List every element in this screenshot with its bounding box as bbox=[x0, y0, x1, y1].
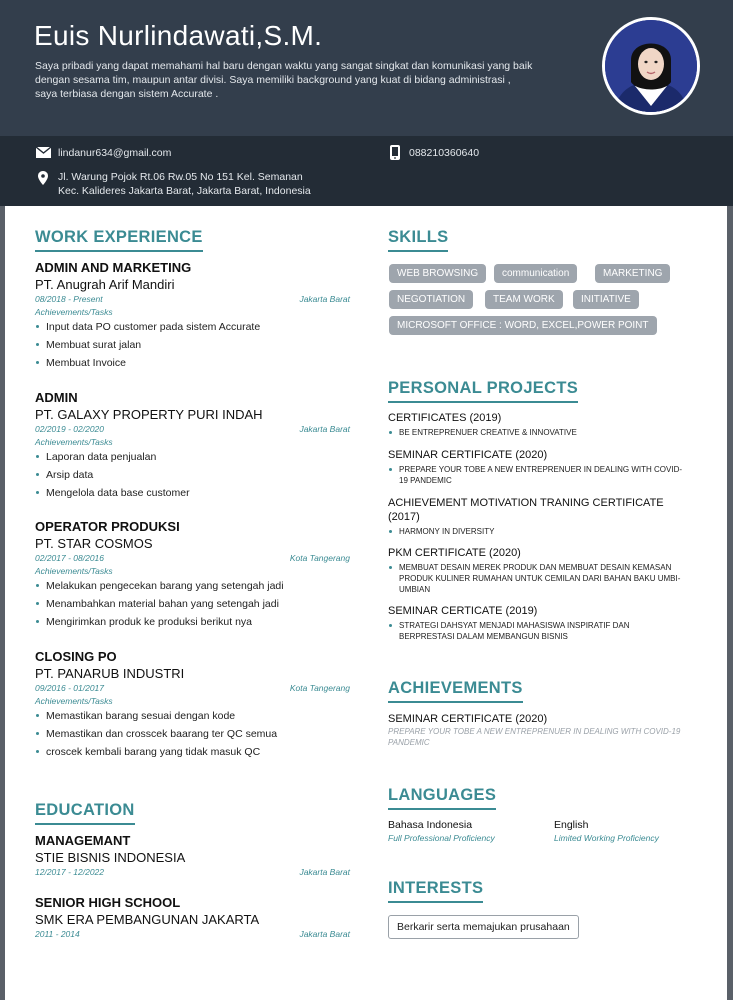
contact-bar bbox=[0, 136, 733, 206]
interests-heading: INTERESTS bbox=[388, 879, 483, 903]
job-meta bbox=[35, 293, 350, 306]
job-title: OPERATOR PRODUKSI bbox=[35, 519, 180, 534]
job-company: PT. Anugrah Arif Mandiri bbox=[35, 277, 175, 292]
phone-icon bbox=[390, 145, 400, 160]
job-entry-3 bbox=[35, 519, 350, 631]
task-item: Mengelola data base customer bbox=[35, 484, 350, 502]
job-dates: 02/2017 - 08/2016 bbox=[35, 553, 105, 563]
skills-heading: SKILLS bbox=[388, 228, 448, 252]
job-title: ADMIN AND MARKETING bbox=[35, 260, 192, 275]
achievements-heading: ACHIEVEMENTS bbox=[388, 679, 523, 703]
project-entry bbox=[388, 546, 708, 595]
summary-text: Saya pribadi yang dapat memahami hal baru dengan waktu yang sangat singkat dan komunikasi yang baik dengan sesama tim, maupun antar divisi. Saya memiliki background yang kuat di bidang administrasi , saya terbiasa dengan sistem Accurate . bbox=[35, 60, 533, 100]
achievement-title: SEMINAR CERTIFICATE (2020) bbox=[388, 713, 548, 725]
skill-tag: NEGOTIATION bbox=[389, 290, 473, 309]
task-item: Melakukan pengecekan barang yang setengah jadi bbox=[35, 577, 350, 595]
achievements-label: Achievements/Tasks bbox=[35, 566, 113, 576]
job-company: PT. STAR COSMOS bbox=[35, 536, 153, 551]
project-title: SEMINAR CERTIFICATE (2020) bbox=[388, 449, 548, 461]
job-entry-1 bbox=[35, 260, 350, 372]
task-item: Mengirimkan produk ke produksi berikut nya bbox=[35, 613, 350, 631]
degree: SENIOR HIGH SCHOOL bbox=[35, 895, 181, 910]
task-list bbox=[35, 577, 350, 631]
task-item: Memastikan barang sesuai dengan kode bbox=[35, 707, 350, 725]
task-item: Membuat surat jalan bbox=[35, 336, 350, 354]
job-title: CLOSING PO bbox=[35, 649, 117, 664]
job-meta bbox=[35, 682, 350, 695]
skill-tag: communication bbox=[494, 264, 577, 283]
address-line-1: Jl. Warung Pojok Rt.06 Rw.05 No 151 Kel. Semanan bbox=[58, 171, 303, 183]
job-dates: 09/2016 - 01/2017 bbox=[35, 683, 105, 693]
achievement-description: PREPARE YOUR TOBE A NEW ENTREPRENUER IN DEALING WITH COVID-19 PANDEMIC bbox=[388, 727, 681, 747]
job-meta bbox=[35, 423, 350, 436]
language-entry bbox=[388, 818, 495, 844]
degree: MANAGEMANT bbox=[35, 833, 131, 848]
project-title: PKM CERTIFICATE (2020) bbox=[388, 547, 521, 559]
job-company: PT. PANARUB INDUSTRI bbox=[35, 666, 185, 681]
job-location: Kota Tangerang bbox=[289, 683, 350, 693]
task-item: Memastikan dan crosscek baarang ter QC semua bbox=[35, 725, 350, 743]
project-bullets bbox=[388, 526, 708, 537]
education-dates: 2011 - 2014 bbox=[35, 929, 80, 939]
task-item: Menambahkan material bahan yang setengah jadi bbox=[35, 595, 350, 613]
task-list bbox=[35, 448, 350, 502]
project-bullets bbox=[388, 620, 708, 642]
task-item: Laporan data penjualan bbox=[35, 448, 350, 466]
skill-tag: MICROSOFT OFFICE : WORD, EXCEL,POWER POINT bbox=[389, 316, 657, 335]
job-entry-2 bbox=[35, 390, 350, 502]
work-experience-heading: WORK EXPERIENCE bbox=[35, 228, 203, 252]
education-meta bbox=[35, 928, 350, 941]
school: STIE BISNIS INDONESIA bbox=[35, 850, 186, 865]
project-entry bbox=[388, 411, 708, 438]
task-item: croscek kembali barang yang tidak masuk QC bbox=[35, 743, 350, 761]
person-name: Euis Nurlindawati,S.M. bbox=[34, 20, 323, 51]
project-bullets bbox=[388, 427, 708, 438]
project-bullet: HARMONY IN DIVERSITY bbox=[388, 526, 708, 537]
education-entry-2 bbox=[35, 895, 350, 941]
achievements-label: Achievements/Tasks bbox=[35, 437, 113, 447]
job-entry-4 bbox=[35, 649, 350, 761]
job-company: PT. GALAXY PROPERTY PURI INDAH bbox=[35, 407, 263, 422]
project-bullet: MEMBUAT DESAIN MEREK PRODUK DAN MEMBUAT DESAIN KEMASAN PRODUK KULINER RUMAHAN UNTUK CEMILAN DARI BAHAN BAKU UMBI-UMBIAN bbox=[388, 562, 693, 595]
personal-projects-heading: PERSONAL PROJECTS bbox=[388, 379, 578, 403]
job-location: Jakarta Barat bbox=[299, 424, 350, 434]
job-dates: 08/2018 - Present bbox=[35, 294, 103, 304]
job-dates: 02/2019 - 02/2020 bbox=[35, 424, 105, 434]
project-bullet: STRATEGI DAHSYAT MENJADI MAHASISWA INSPIRATIF DAN BERPRESTASI DALAM MEMBANGUN BISNIS bbox=[388, 620, 678, 642]
profile-photo bbox=[602, 17, 700, 115]
project-title: SEMINAR CERTICATE (2019) bbox=[388, 605, 538, 617]
school: SMK ERA PEMBANGUNAN JAKARTA bbox=[35, 912, 260, 927]
skill-tag: WEB BROWSING bbox=[389, 264, 486, 283]
job-meta bbox=[35, 552, 350, 565]
language-level: Limited Working Proficiency bbox=[554, 833, 659, 843]
interest-tag: Berkarir serta memajukan prusahaan bbox=[388, 915, 579, 939]
project-bullets bbox=[388, 464, 708, 486]
education-location: Jakarta Barat bbox=[299, 867, 350, 877]
education-dates: 12/2017 - 12/2022 bbox=[35, 867, 105, 877]
task-item: Arsip data bbox=[35, 466, 350, 484]
education-entry-1 bbox=[35, 833, 350, 879]
task-item: Input data PO customer pada sistem Accurate bbox=[35, 318, 350, 336]
job-location: Kota Tangerang bbox=[289, 553, 350, 563]
main-content bbox=[5, 206, 727, 1000]
skill-tag: INITIATIVE bbox=[573, 290, 639, 309]
project-entry bbox=[388, 448, 708, 486]
education-meta bbox=[35, 866, 350, 879]
skill-tag: TEAM WORK bbox=[485, 290, 563, 309]
job-location: Jakarta Barat bbox=[299, 294, 350, 304]
location-pin-icon bbox=[38, 171, 48, 185]
task-list bbox=[35, 318, 350, 372]
job-title: ADMIN bbox=[35, 390, 78, 405]
email-icon bbox=[36, 147, 51, 158]
language-level: Full Professional Proficiency bbox=[388, 833, 495, 843]
project-bullet: BE ENTREPRENUER CREATIVE & INNOVATIVE bbox=[388, 427, 708, 438]
address-text bbox=[58, 170, 311, 198]
project-bullet: PREPARE YOUR TOBE A NEW ENTREPRENUER IN DEALING WITH COVID-19 PANDEMIC bbox=[388, 464, 688, 486]
achievements-label: Achievements/Tasks bbox=[35, 307, 113, 317]
achievement-entry bbox=[388, 712, 708, 748]
address-line-2: Kec. Kalideres Jakarta Barat, Jakarta Barat, Indonesia bbox=[58, 185, 311, 197]
skill-tag: MARKETING bbox=[595, 264, 670, 283]
project-title: CERTIFICATES (2019) bbox=[388, 412, 502, 424]
project-title: ACHIEVEMENT MOTIVATION TRANING CERTIFICATE (2017) bbox=[388, 497, 664, 523]
email-text[interactable]: lindanur634@gmail.com bbox=[58, 147, 172, 159]
phone-text[interactable]: 088210360640 bbox=[409, 147, 480, 159]
languages-heading: LANGUAGES bbox=[388, 786, 496, 810]
education-location: Jakarta Barat bbox=[299, 929, 350, 939]
profile-photo-image bbox=[605, 20, 697, 112]
header bbox=[0, 0, 733, 136]
project-entry bbox=[388, 496, 708, 537]
language-entry bbox=[554, 818, 659, 844]
task-list bbox=[35, 707, 350, 761]
task-item: Membuat Invoice bbox=[35, 354, 350, 372]
project-entry bbox=[388, 604, 708, 642]
achievements-label: Achievements/Tasks bbox=[35, 696, 113, 706]
education-heading: EDUCATION bbox=[35, 801, 135, 825]
language-name: Bahasa Indonesia bbox=[388, 819, 473, 831]
language-name: English bbox=[554, 819, 589, 831]
project-bullets bbox=[388, 562, 708, 595]
